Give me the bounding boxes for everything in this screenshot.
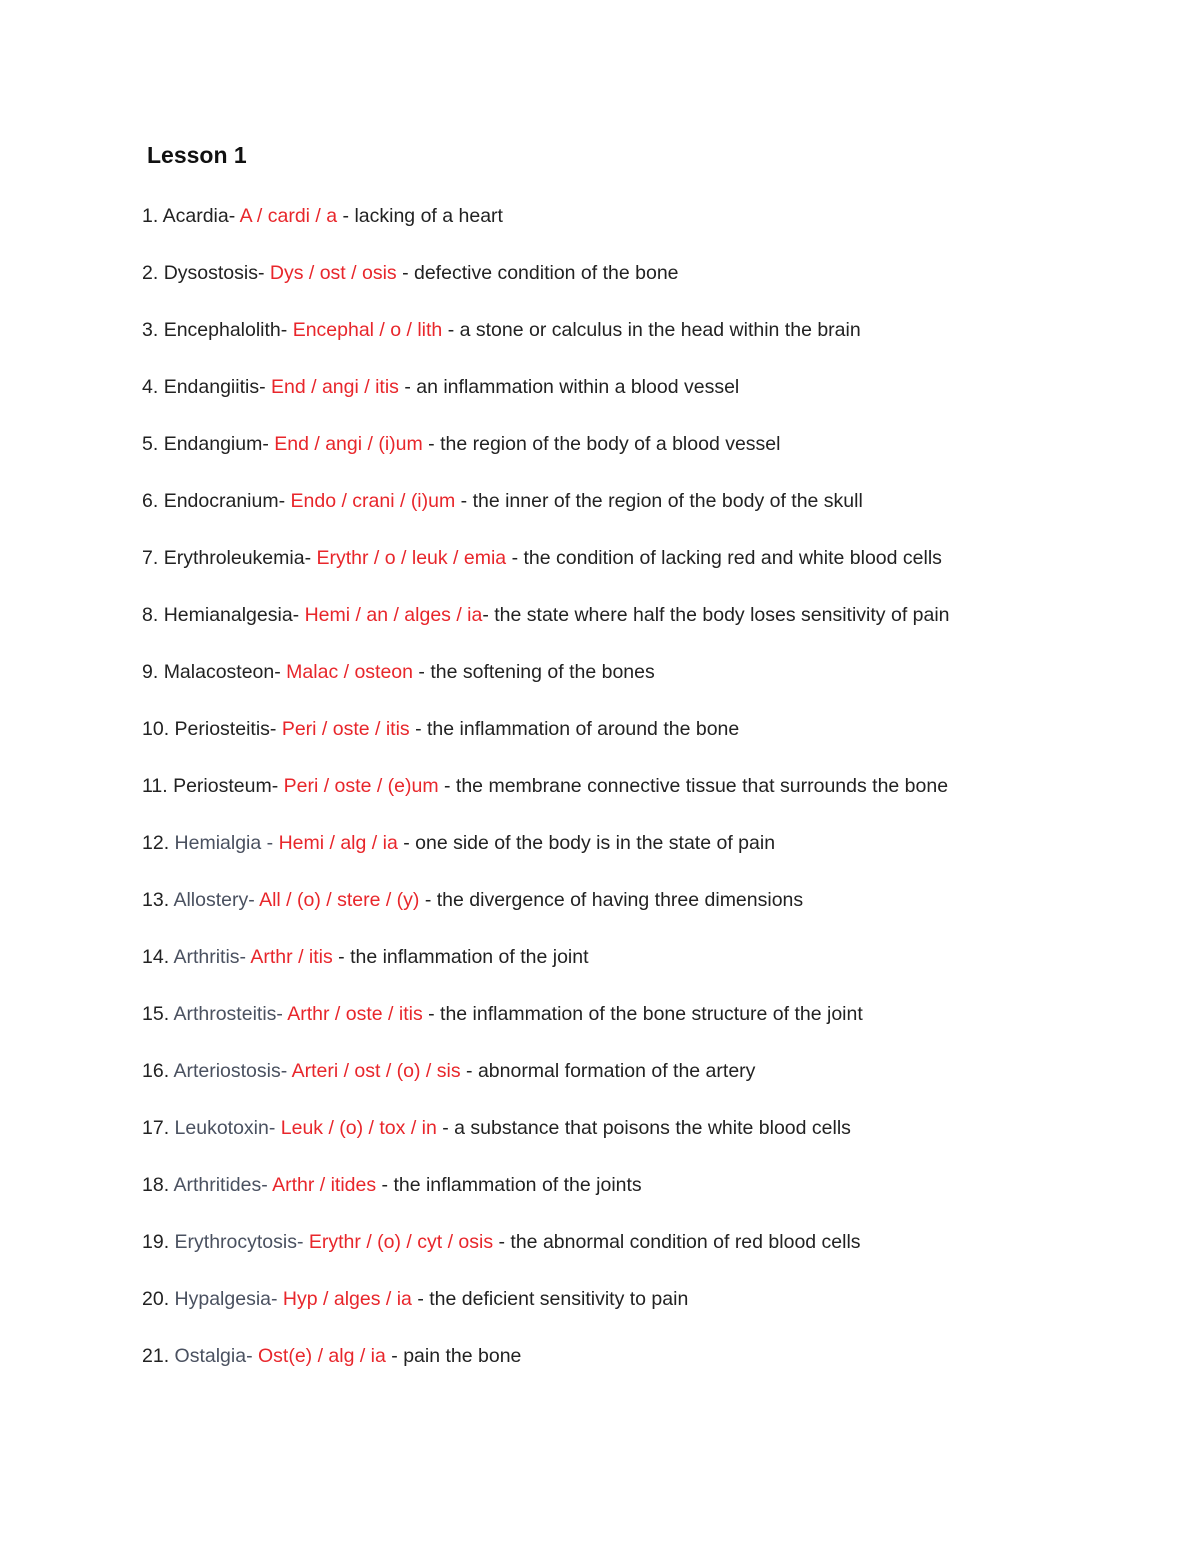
item-number: 7. [142,547,164,569]
item-word-parts: Arthr / itis [250,946,333,968]
item-number: 10. [142,718,175,740]
list-item [142,1058,950,1115]
list-item [142,944,950,1001]
item-number: 13. [142,889,174,911]
item-number: 9. [142,661,164,683]
item-number: 14. [142,946,174,968]
item-number: 6. [142,490,164,512]
list-item [142,431,950,488]
list-item [142,317,950,374]
item-definition: - pain the bone [385,1345,522,1367]
item-number: 12. [142,832,175,854]
item-word-parts: A / cardi / a [239,205,338,227]
item-term: Allostery- [173,889,260,911]
item-word-parts: End / angi / (i)um [274,433,423,455]
item-term: Hemianalgesia- [163,604,305,626]
item-term: Arthrosteitis- [173,1003,288,1025]
item-word-parts: Arteri / ost / (o) / sis [291,1060,461,1082]
item-term: Arthritides- [173,1174,273,1196]
list-item [142,602,950,659]
item-definition: - the inflammation of the bone structure of the joint [422,1003,863,1025]
item-definition: - lacking of a heart [337,205,503,227]
list-item [142,488,950,545]
item-word-parts: End / angi / itis [271,376,399,398]
item-term: Acardia- [162,205,240,227]
item-definition: - the divergence of having three dimensions [419,889,804,911]
item-term: Endangiitis- [163,376,271,398]
item-number: 11. [142,775,174,797]
list-item [142,887,950,944]
item-definition: - the condition of lacking red and white blood cells [506,547,942,569]
list-item [142,374,950,431]
item-term: Periosteitis- [174,718,282,740]
item-definition: - the deficient sensitivity to pain [411,1288,689,1310]
item-word-parts: Endo / crani / (i)um [290,490,456,512]
item-number: 3. [142,319,164,341]
list-item [142,1286,950,1343]
item-number: 17. [142,1117,175,1139]
item-word-parts: Arthr / itides [272,1174,377,1196]
item-definition: - an inflammation within a blood vessel [398,376,740,398]
item-definition: - the inflammation of the joint [332,946,589,968]
item-number: 4. [142,376,164,398]
item-definition: - the abnormal condition of red blood cells [493,1231,861,1253]
item-definition: - the softening of the bones [413,661,655,683]
item-definition: - the inflammation of around the bone [409,718,740,740]
list-item [142,1343,950,1400]
list-item [142,1115,950,1172]
item-word-parts: Malac / osteon [286,661,413,683]
item-definition: - the inner of the region of the body of the skull [455,490,863,512]
list-item [142,545,950,602]
item-word-parts: Erythr / o / leuk / emia [316,547,507,569]
item-word-parts: Peri / oste / itis [281,718,410,740]
item-number: 2. [142,262,164,284]
item-term: Erythroleukemia- [163,547,317,569]
item-number: 21. [142,1345,175,1367]
item-word-parts: Hyp / alges / ia [282,1288,412,1310]
item-number: 1. [142,205,163,227]
item-term: Periosteum- [173,775,284,797]
item-word-parts: Arthr / oste / itis [287,1003,423,1025]
page-title: Lesson 1 [147,142,247,168]
item-term: Endocranium- [163,490,291,512]
item-word-parts: Hemi / alg / ia [278,832,398,854]
item-term: Arteriostosis- [173,1060,292,1082]
item-term: Endangium- [163,433,275,455]
item-definition: - abnormal formation of the artery [460,1060,756,1082]
item-word-parts: Hemi / an / alges / ia [304,604,483,626]
term-list [142,203,950,1400]
item-term: Malacosteon- [163,661,287,683]
list-item [142,260,950,317]
item-word-parts: Dys / ost / osis [269,262,397,284]
item-term: Leukotoxin- [174,1117,281,1139]
item-definition: - the membrane connective tissue that surrounds the bone [438,775,949,797]
item-term: Ostalgia- [174,1345,258,1367]
item-word-parts: Leuk / (o) / tox / in [280,1117,437,1139]
list-item [142,1229,950,1286]
item-term: Hypalgesia- [174,1288,283,1310]
item-term: Encephalolith- [163,319,293,341]
item-definition: - the state where half the body loses sensitivity of pain [482,604,950,626]
item-number: 19. [142,1231,175,1253]
item-term: Erythrocytosis- [174,1231,309,1253]
item-word-parts: All / (o) / stere / (y) [259,889,420,911]
item-word-parts: Encephal / o / lith [292,319,443,341]
list-item [142,659,950,716]
list-item [142,830,950,887]
item-number: 8. [142,604,164,626]
item-term: Dysostosis- [163,262,270,284]
list-item [142,1001,950,1058]
list-item [142,773,950,830]
item-definition: - the inflammation of the joints [376,1174,642,1196]
item-definition: - a stone or calculus in the head within the brain [442,319,861,341]
list-item [142,716,950,773]
item-definition: - a substance that poisons the white blood cells [436,1117,851,1139]
item-term: Arthritis- [173,946,251,968]
item-word-parts: Peri / oste / (e)um [283,775,439,797]
item-word-parts: Erythr / (o) / cyt / osis [308,1231,494,1253]
item-definition: - the region of the body of a blood vessel [422,433,781,455]
item-definition: - one side of the body is in the state of pain [397,832,776,854]
list-item [142,203,950,260]
item-number: 16. [142,1060,174,1082]
item-word-parts: Ost(e) / alg / ia [257,1345,386,1367]
list-item [142,1172,950,1229]
item-number: 18. [142,1174,174,1196]
item-number: 20. [142,1288,175,1310]
item-definition: - defective condition of the bone [396,262,679,284]
item-number: 15. [142,1003,174,1025]
item-number: 5. [142,433,164,455]
item-term: Hemialgia - [174,832,279,854]
